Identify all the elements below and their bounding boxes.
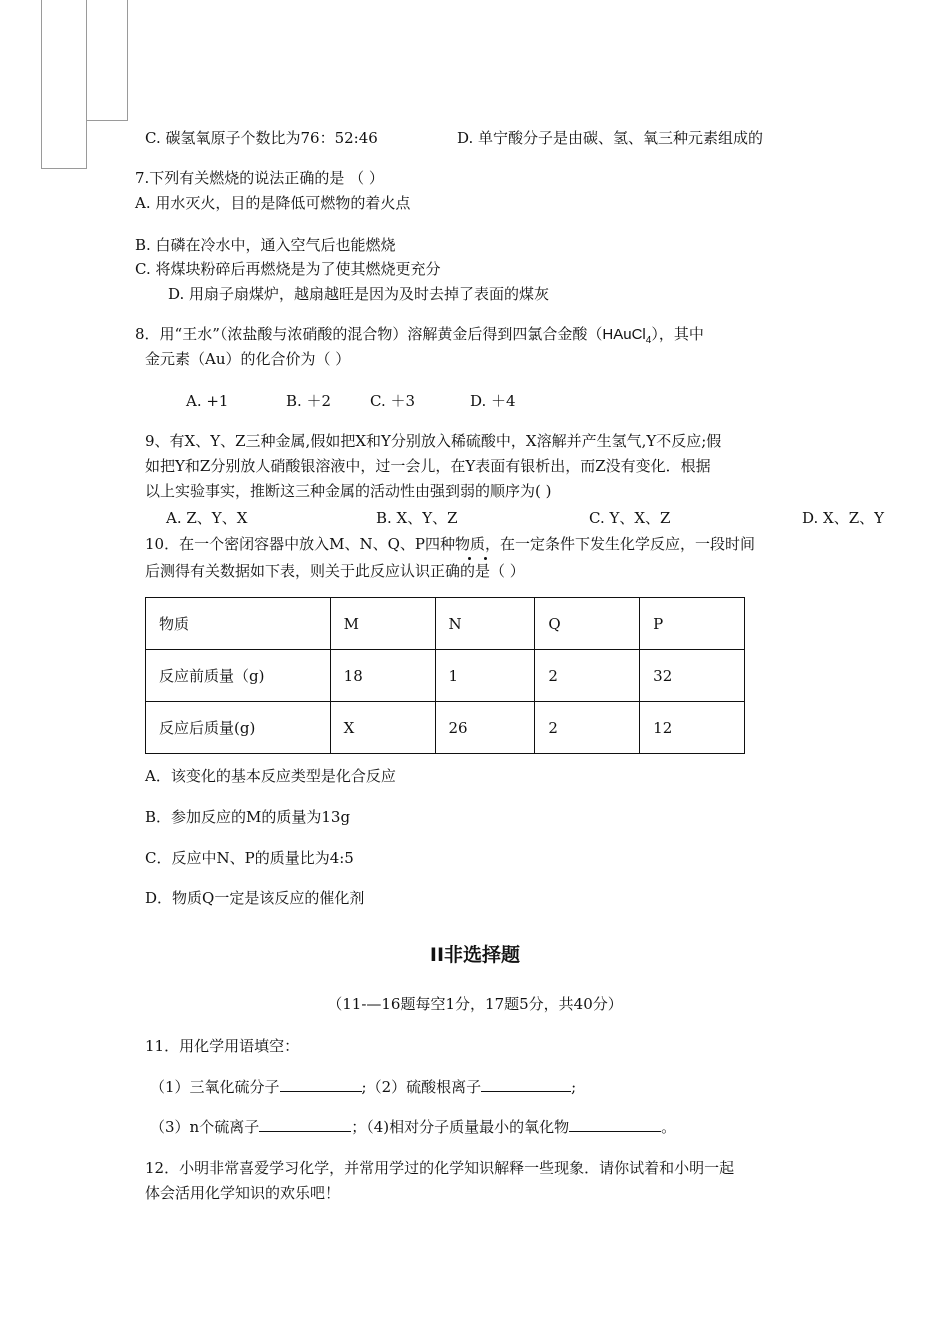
q7-option-c: C. 将煤块粉碎后再燃烧是为了使其燃烧更充分: [135, 260, 441, 278]
q7-option-b: B. 白磷在冷水中，通入空气后也能燃烧: [135, 236, 396, 254]
table-cell: 反应后质量(g): [146, 702, 331, 754]
q6-option-c: C. 碳氢氧原子个数比为76：52:46: [145, 129, 378, 147]
table-cell: M: [330, 598, 435, 650]
q7-option-a: A. 用水灭火，目的是降低可燃物的着火点: [135, 194, 411, 212]
q8-option-b: B. ＋2: [286, 392, 332, 410]
q11-item1-label: （1）三氧化硫分子: [150, 1078, 280, 1096]
q11-item3-label: （3）n个硫离子: [150, 1118, 260, 1136]
q8-option-d: D. ＋4: [470, 392, 516, 410]
table-cell: P: [640, 598, 745, 650]
table-cell: 32: [640, 650, 745, 702]
q11-stem: 11．用化学用语填空：: [145, 1037, 300, 1055]
table-cell: 2: [535, 702, 640, 754]
table-cell: 12: [640, 702, 745, 754]
table-cell: X: [330, 702, 435, 754]
corner-frame-inner: [86, 0, 128, 121]
answer-blank[interactable]: [569, 1116, 661, 1132]
q11-item2-end: ;: [571, 1078, 577, 1096]
q9-line2: 如把Y和Z分别放人硝酸银溶液中，过一会儿，在Y表面有银析出，而Z没有变化．根据: [145, 457, 711, 475]
table-cell: 物质: [146, 598, 331, 650]
answer-blank[interactable]: [259, 1116, 351, 1132]
table-cell: 1: [435, 650, 535, 702]
table-cell: 反应前质量（g): [146, 650, 331, 702]
q10-option-a: A．该变化的基本反应类型是化合反应: [145, 767, 396, 785]
q9-option-a: A. Z、Y、X: [166, 509, 248, 527]
q8-stem-part1: 8．用“王水”（浓盐酸与浓硝酸的混合物）溶解黄金后得到四氯合金酸（: [135, 325, 603, 343]
q12-line2: 体会活用化学知识的欢乐吧！: [145, 1184, 341, 1202]
table-cell: 26: [435, 702, 535, 754]
section-title: II非选择题: [429, 944, 521, 966]
corner-frame-outer: [41, 0, 87, 169]
table-cell: Q: [535, 598, 640, 650]
q10-line1: 10．在一个密闭容器中放入M、N、Q、P四种物质，在一定条件下发生化学反应，一段时间: [145, 535, 755, 553]
q9-option-b: B. X、Y、Z: [376, 509, 458, 527]
table-cell: 2: [535, 650, 640, 702]
q11-item4-label: ；（4)相对分子质量最小的氧化物: [351, 1118, 570, 1136]
table-header-row: [146, 598, 745, 650]
q8-option-c: C. ＋3: [370, 392, 416, 410]
q10-option-b: B．参加反应的M的质量为13g: [145, 808, 351, 826]
q9-line1: 9、有X、Y、Z三种金属,假如把X和Y分别放入稀硫酸中，X溶解并产生氢气,Y不反应;假: [145, 432, 722, 450]
table-row: [146, 650, 745, 702]
q11-row2: [150, 1116, 676, 1138]
section-subtitle: （11-—16题每空1分，17题5分，共40分）: [327, 995, 623, 1013]
q10-option-d: D．物质Q一定是该反应的催化剂: [145, 889, 365, 907]
q11-row1: [150, 1076, 576, 1098]
q7-option-d: D. 用扇子扇煤炉，越扇越旺是因为及时去掉了表面的煤灰: [168, 285, 550, 303]
table-row: [146, 702, 745, 754]
table-cell: N: [435, 598, 535, 650]
q12-line1: 12．小明非常喜爱学习化学，并常用学过的化学知识解释一些现象．请你试着和小明一起: [145, 1159, 735, 1177]
q10-option-c: C．反应中N、P的质量比为4:5: [145, 849, 354, 867]
q11-item4-end: 。: [661, 1118, 677, 1136]
q6-option-d: D. 单宁酸分子是由碳、氢、氧三种元素组成的: [457, 129, 764, 147]
q10-line2: 后测得有关数据如下表，则关于此反应认识正确的是（ ）: [145, 562, 525, 580]
answer-blank[interactable]: [280, 1076, 362, 1092]
q8-stem-part2: ），其中: [651, 325, 704, 343]
q9-line3: 以上实验事实，推断这三种金属的活动性由强到弱的顺序为( ): [145, 482, 552, 500]
q9-option-c: C. Y、X、Z: [589, 509, 671, 527]
q7-stem: 7.下列有关燃烧的说法正确的是 （ ）: [135, 169, 384, 187]
q8-stem-line2: 金元素（Au）的化合价为（ ）: [145, 350, 351, 368]
mass-data-table: [145, 597, 745, 754]
q11-item2-label: ;（2）硫酸根离子: [361, 1078, 482, 1096]
q9-option-d: D. X、Z、Y: [802, 509, 885, 527]
q8-option-a: A. +1: [186, 392, 229, 410]
table-cell: 18: [330, 650, 435, 702]
q8-formula: HAuCl$_4$: [602, 326, 652, 346]
answer-blank[interactable]: [481, 1076, 571, 1092]
